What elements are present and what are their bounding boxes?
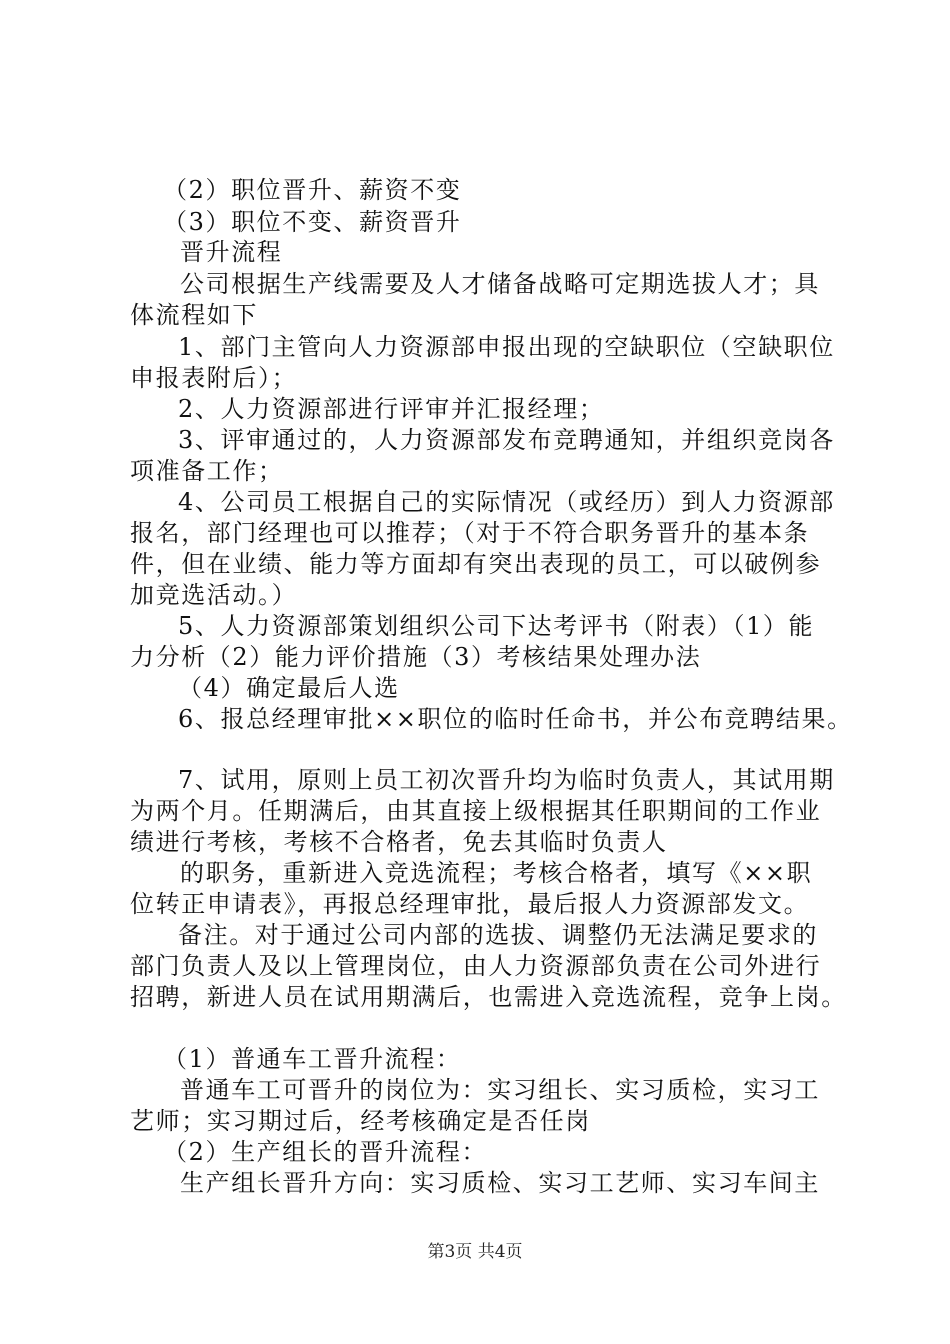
- text-line: 报名，部门经理也可以推荐；（对于不符合职务晋升的基本条: [130, 519, 810, 547]
- text-line: 3、评审通过的，人力资源部发布竞聘通知，并组织竞岗各: [178, 426, 835, 454]
- text-line: 4、公司员工根据自己的实际情况（或经历）到人力资源部: [178, 488, 835, 516]
- text-line: （4）确定最后人选: [178, 674, 400, 702]
- section-heading: 晋升流程: [180, 238, 283, 266]
- text-line: （2）生产组长的晋升流程：: [163, 1138, 488, 1166]
- text-line: 备注。对于通过公司内部的选拔、调整仍无法满足要求的: [178, 921, 818, 949]
- page-number: 第3页 共4页: [427, 1242, 523, 1262]
- text-line: 件，但在业绩、能力等方面却有突出表现的员工，可以破例参: [130, 550, 822, 578]
- text-line: 绩进行考核，考核不合格者，免去其临时负责人: [130, 828, 668, 856]
- text-line: 2、人力资源部进行评审并汇报经理；: [178, 395, 605, 423]
- text-line: 7、试用，原则上员工初次晋升均为临时负责人，其试用期: [178, 766, 835, 794]
- text-line: 5、人力资源部策划组织公司下达考评书（附表）（1）能: [178, 612, 815, 640]
- text-line: 艺师；实习期过后，经考核确定是否任岗: [130, 1107, 591, 1135]
- text-line: 1、部门主管向人力资源部申报出现的空缺职位（空缺职位: [178, 333, 835, 361]
- text-line: 6、报总经理审批××职位的临时任命书，并公布竞聘结果。: [178, 705, 853, 733]
- text-line: 为两个月。任期满后，由其直接上级根据其任职期间的工作业: [130, 797, 822, 825]
- text-line: 位转正申请表》，再报总经理审批，最后报人力资源部发文。: [130, 890, 810, 918]
- text-line: 项准备工作；: [130, 457, 284, 485]
- text-line: 加竞选活动。）: [130, 581, 298, 609]
- text-line: 部门负责人及以上管理岗位，由人力资源部负责在公司外进行: [130, 952, 822, 980]
- text-line: （1）普通车工晋升流程：: [163, 1045, 462, 1073]
- text-line: 公司根据生产线需要及人才储备战略可定期选拔人才；具: [180, 270, 820, 298]
- text-line: 招聘，新进人员在试用期满后，也需进入竞选流程，竞争上岗。: [130, 983, 847, 1011]
- text-line: （3）职位不变、薪资晋升: [163, 208, 462, 236]
- text-line: 的职务，重新进入竞选流程；考核合格者，填写《××职: [180, 859, 813, 887]
- text-line: 生产组长晋升方向：实习质检、实习工艺师、实习车间主: [180, 1169, 820, 1197]
- text-line: 申报表附后）；: [130, 364, 298, 392]
- text-line: 普通车工可晋升的岗位为：实习组长、实习质检，实习工: [180, 1076, 820, 1104]
- text-line: 体流程如下: [130, 301, 258, 329]
- text-line: （2）职位晋升、薪资不变: [163, 176, 462, 204]
- text-line: 力分析（2）能力评价措施（3）考核结果处理办法: [130, 643, 702, 671]
